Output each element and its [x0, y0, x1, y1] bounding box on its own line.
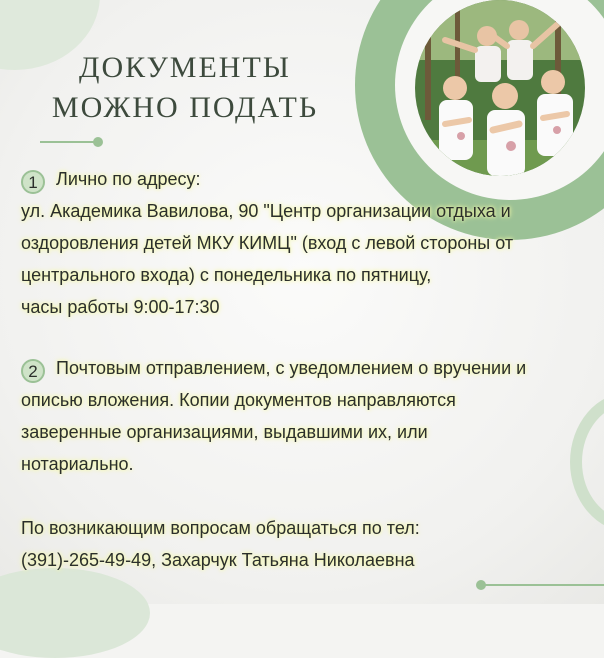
item-2-line: описью вложения. Копии документов направляются [21, 390, 456, 410]
item-1-heading-line [21, 163, 591, 195]
item-1-block [21, 163, 591, 323]
children-photo [415, 0, 585, 176]
item-2-heading: Почтовым отправлением, с уведомлением о вручении и [56, 358, 527, 378]
decor-line-bottom [482, 584, 604, 586]
item-2-heading-line [21, 352, 591, 384]
decor-dot-top [93, 137, 103, 147]
item-1-line: ул. Академика Вавилова, 90 "Центр организации отдыха и [21, 201, 511, 221]
contact-block [21, 512, 591, 576]
decor-dot-bottom [476, 580, 486, 590]
item-2-line: заверенные организациями, выдавшими их, или [21, 422, 428, 442]
item-2-line: нотариально. [21, 454, 134, 474]
contact-line: (391)-265-49-49, Захарчук Татьяна Николаевна [21, 550, 415, 570]
item-1-line: центрального входа) с понедельника по пятницу, [21, 265, 432, 285]
number-badge-1: 1 [21, 170, 45, 194]
item-1-line: оздоровления детей МКУ КИМЦ" (вход с левой стороны от [21, 233, 514, 253]
title-line-1: ДОКУМЕНТЫ [79, 51, 291, 84]
page-title [30, 48, 340, 128]
item-1-line: часы работы 9:00-17:30 [21, 297, 220, 317]
contact-line: По возникающим вопросам обращаться по тел: [21, 518, 420, 538]
item-2-block [21, 352, 591, 480]
title-line-2: МОЖНО ПОДАТЬ [51, 91, 319, 124]
decor-line-top [40, 141, 96, 143]
number-badge-2: 2 [21, 359, 45, 383]
item-1-heading: Лично по адресу: [56, 169, 201, 189]
